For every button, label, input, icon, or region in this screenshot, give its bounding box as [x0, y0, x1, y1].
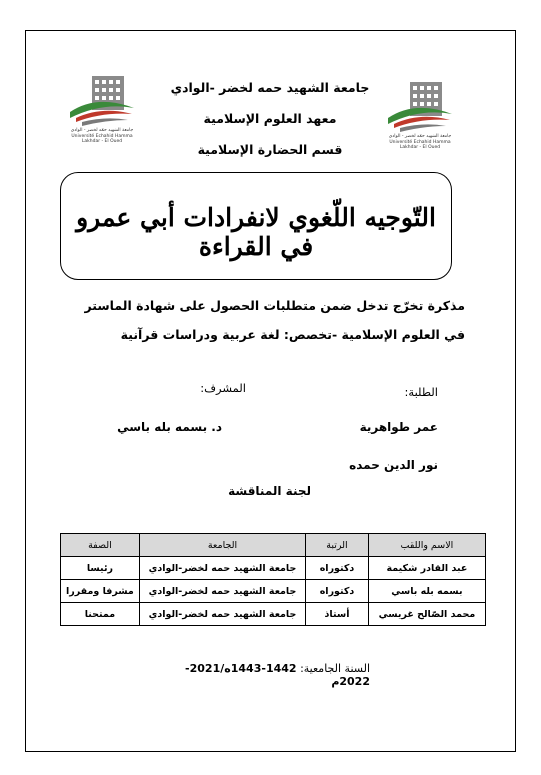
supervisor-label: المشرف: [200, 381, 246, 395]
table-cell: دكتوراه [306, 580, 369, 603]
table-row [61, 557, 486, 580]
title-box [60, 172, 452, 280]
university-name: جامعة الشهيد حمه لخضر -الوادي [170, 80, 370, 95]
department-name: قسم الحضارة الإسلامية [197, 142, 343, 157]
subtitle-line-2: في العلوم الإسلامية -تخصص: لغة عربية ودراسات قرآنية [120, 327, 465, 342]
students-label: الطلبة: [404, 385, 438, 399]
table-row [61, 580, 486, 603]
column-header: الصفة [61, 534, 140, 557]
table-cell: ممتحنا [61, 603, 140, 626]
committee-table [60, 533, 486, 626]
university-logo-icon [380, 78, 460, 138]
logo-caption-en: Université Echahid Hamma Lakhdar - El Oued [389, 140, 451, 150]
university-logo-icon [62, 72, 142, 132]
academic-year-value: 1442-1443ه/2021-2022م [185, 662, 370, 688]
table-cell: جامعة الشهيد حمه لخضر-الوادي [139, 557, 305, 580]
column-header: الاسم واللقب [368, 534, 485, 557]
table-cell: دكتوراه [306, 557, 369, 580]
thesis-title: التّوجيه اللّغوي لانفرادات أبي عمرو في القراءة [76, 203, 436, 261]
university-logo-right [380, 78, 460, 148]
table-cell: مشرفا ومقررا [61, 580, 140, 603]
table-cell: بسمه بله باسي [368, 580, 485, 603]
institute-name: معهد العلوم الإسلامية [203, 111, 337, 126]
committee-title: لجنة المناقشة [228, 484, 311, 498]
logo-caption-ar: جامعة الشهيد حمّه لخضر - الوادي [388, 134, 452, 139]
table-cell: جامعة الشهيد حمه لخضر-الوادي [139, 580, 305, 603]
student-name-2: نور الدين حمده [349, 458, 438, 472]
academic-year [150, 662, 370, 688]
logo-caption-en: Université Echahid Hamma Lakhdar - El Oued [71, 134, 133, 144]
subtitle-line-1: مذكرة تخرّج تدخل ضمن متطلبات الحصول على شهادة الماستر [84, 298, 465, 313]
student-name-1: عمر طواهرية [359, 420, 438, 434]
table-cell: محمد الصّالح غريسي [368, 603, 485, 626]
supervisor-name: د. بسمه بله باسي [117, 420, 222, 434]
table-row [61, 603, 486, 626]
table-header-row [61, 534, 486, 557]
academic-year-label: السنة الجامعية: [300, 662, 370, 675]
logo-caption-ar: جامعة الشهيد حمّه لخضر - الوادي [70, 128, 134, 133]
table-cell: رئيسا [61, 557, 140, 580]
university-logo-left [62, 72, 142, 142]
table-cell: عبد القادر شكيمة [368, 557, 485, 580]
table-cell: جامعة الشهيد حمه لخضر-الوادي [139, 603, 305, 626]
column-header: الرتبة [306, 534, 369, 557]
column-header: الجامعة [139, 534, 305, 557]
table-cell: أستاذ [306, 603, 369, 626]
